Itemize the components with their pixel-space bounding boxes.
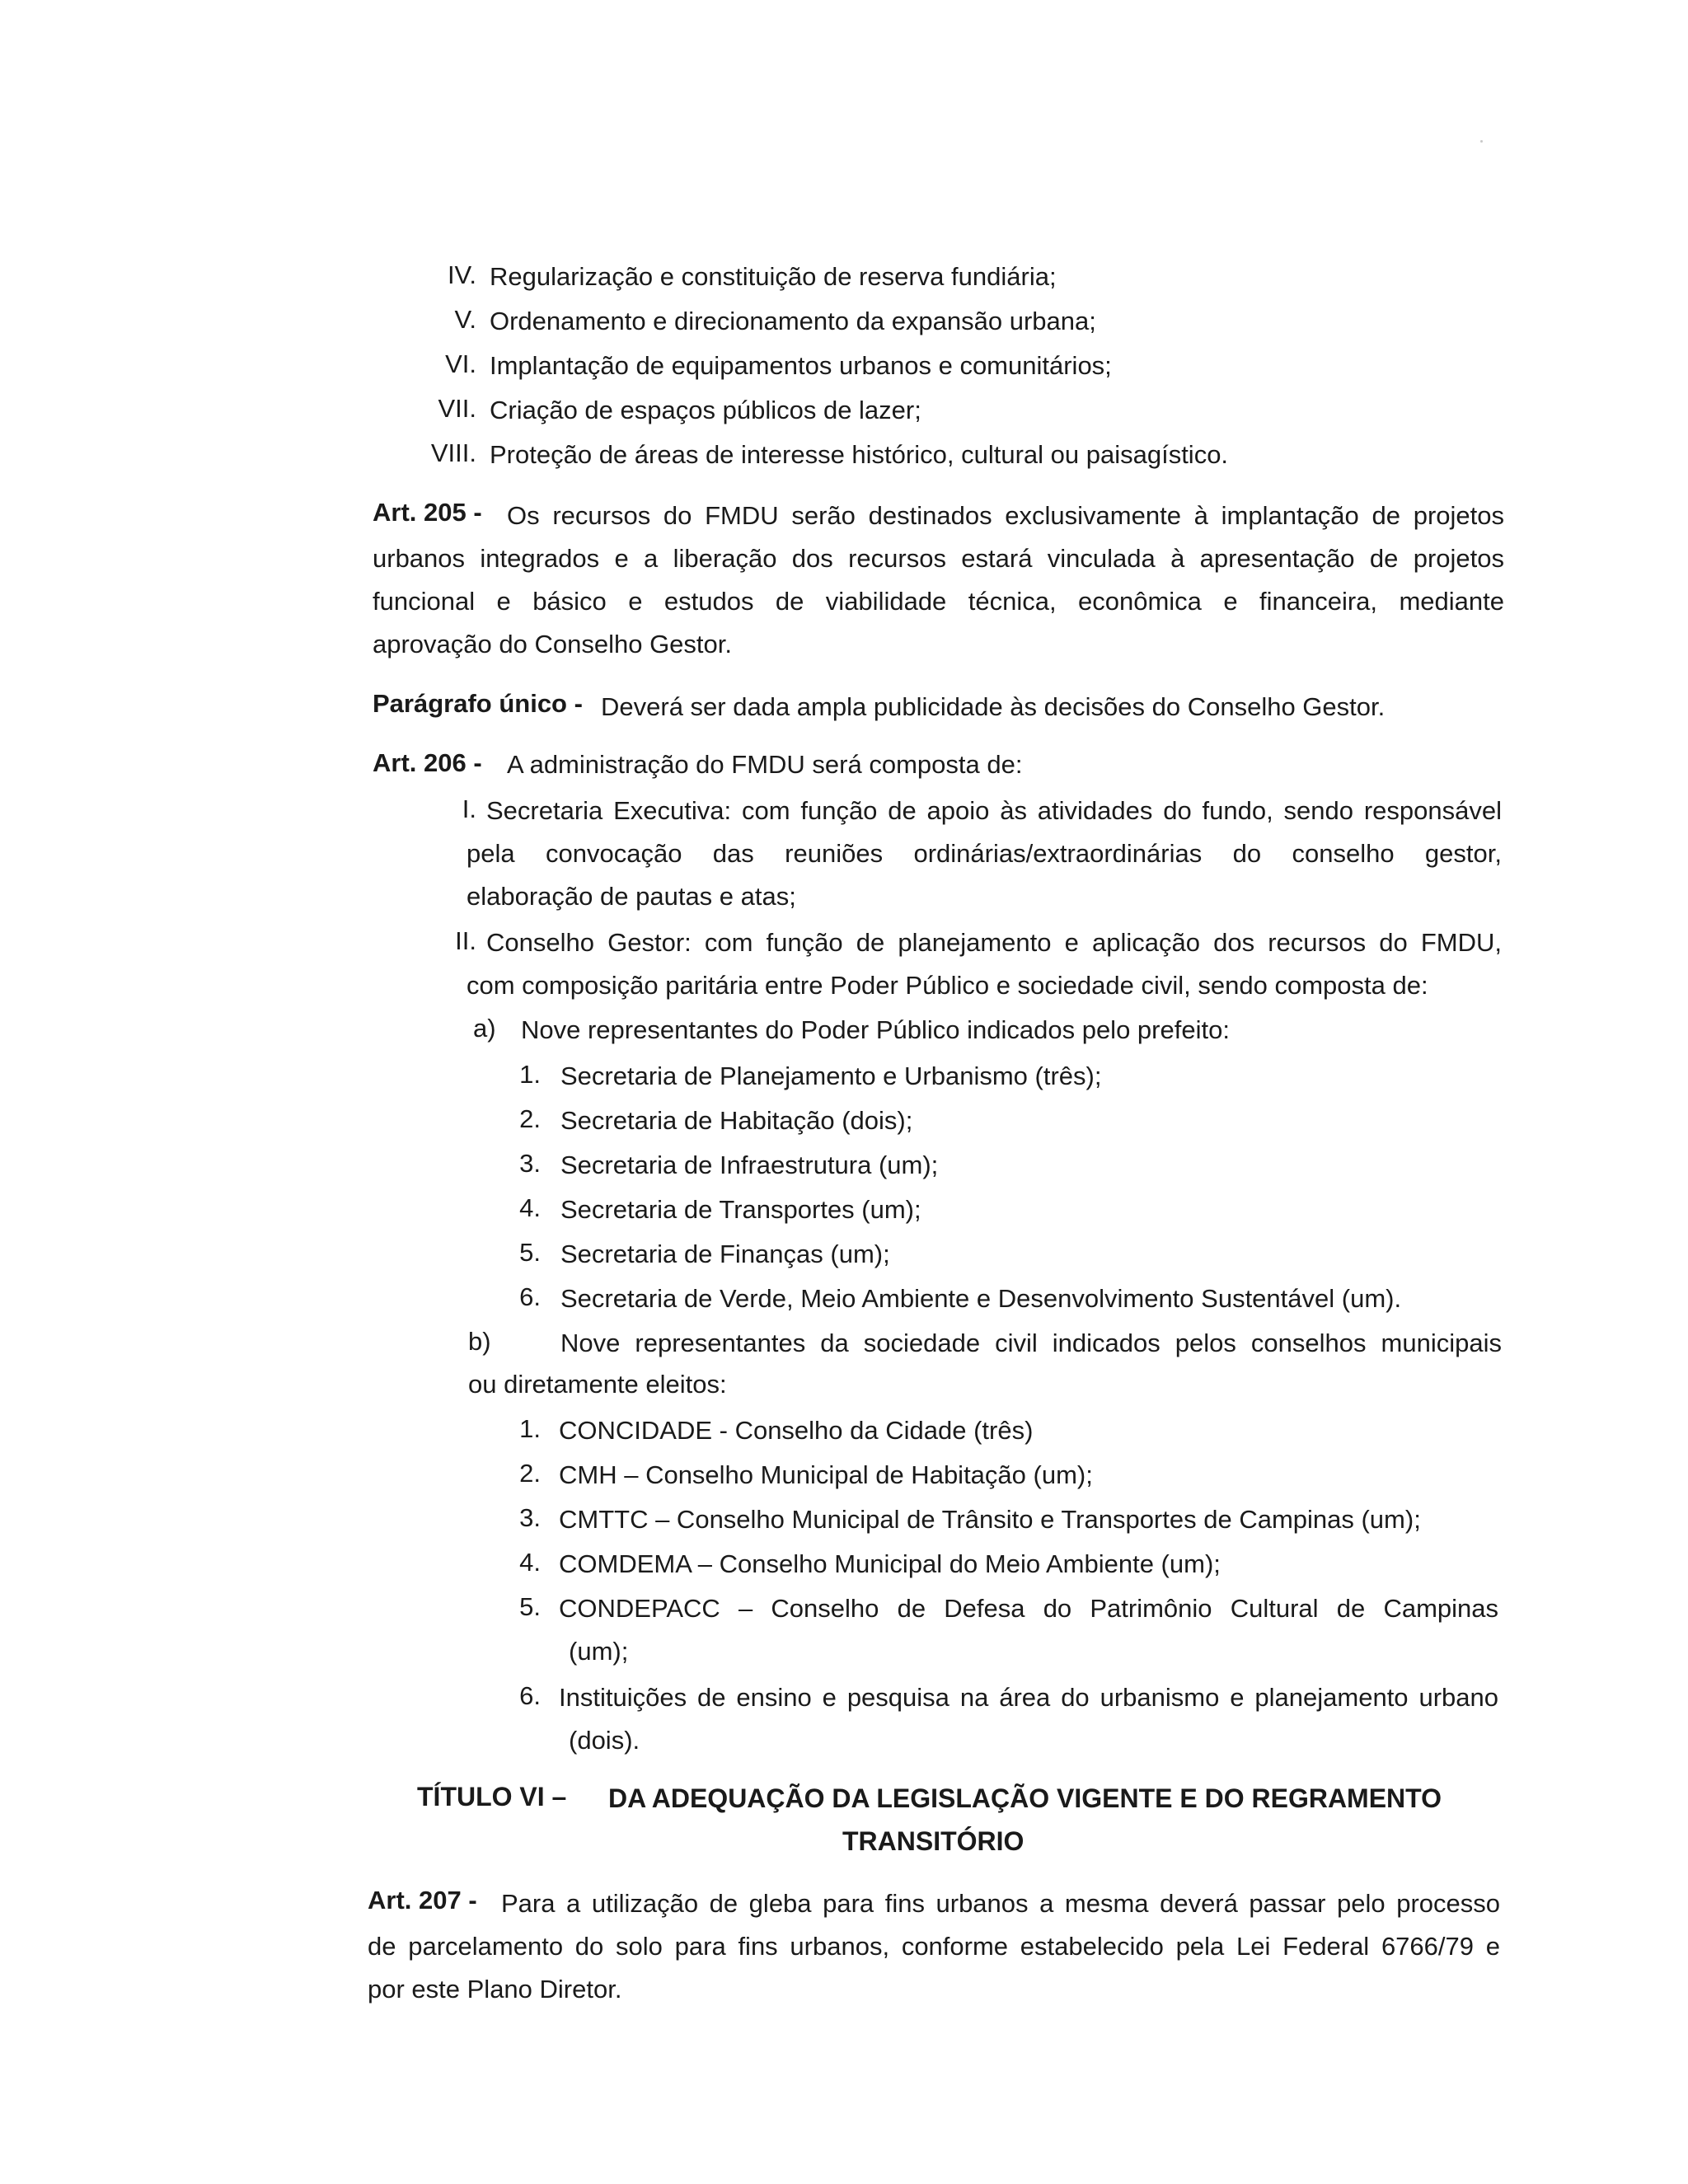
list-item-text: Criação de espaços públicos de lazer; (490, 396, 921, 424)
list-item-text: Instituições de ensino e pesquisa na área do urbanismo e planejamento urbano (559, 1683, 1498, 1712)
article-text-line: de parcelamento do solo para fins urbanos, conforme estabelecido pela Lei Federal 6766/79 e (368, 1932, 1500, 1961)
list-item-text: CONDEPACC – Conselho de Defesa do Patrimônio Cultural de Campinas (559, 1594, 1498, 1623)
list-item-text: CONCIDADE - Conselho da Cidade (três) (559, 1416, 1034, 1445)
article-text-line: Os recursos do FMDU serão destinados exclusivamente à implantação de projetos (507, 501, 1504, 530)
list-item-text: com composição paritária entre Poder Público e sociedade civil, sendo composta de: (467, 971, 1428, 1000)
list-item-text: elaboração de pautas e atas; (467, 882, 796, 911)
article-text-line: por este Plano Diretor. (368, 1975, 622, 2004)
list-item-text: CMH – Conselho Municipal de Habitação (um); (559, 1460, 1093, 1489)
article-text-line: funcional e básico e estudos de viabilidade técnica, econômica e financeira, mediante (373, 587, 1504, 616)
article-text-line: Para a utilização de gleba para fins urbanos a mesma deverá passar pelo processo (501, 1889, 1500, 1918)
list-item-text: Secretaria de Infraestrutura (um); (560, 1151, 939, 1179)
list-item-number: 2. (519, 1104, 541, 1133)
list-item-number: V. (454, 305, 476, 334)
list-item-text: Secretaria de Habitação (dois); (560, 1106, 913, 1135)
list-item-number: 3. (519, 1149, 541, 1178)
list-item-number: 3. (519, 1503, 541, 1532)
list-item-text: COMDEMA – Conselho Municipal do Meio Ambiente (um); (559, 1549, 1221, 1578)
sub-item-text: ou diretamente eleitos: (468, 1370, 727, 1399)
list-item-number: 2. (519, 1459, 541, 1488)
list-item-text: Secretaria de Finanças (um); (560, 1240, 890, 1268)
list-item-text: Secretaria de Planejamento e Urbanismo (três); (560, 1062, 1102, 1090)
list-item-number: VIII. (430, 438, 476, 467)
article-label: Art. 207 - (368, 1886, 477, 1915)
list-item-number: VI. (445, 349, 476, 378)
sub-item-text: Nove representantes do Poder Público indicados pelo prefeito: (521, 1015, 1230, 1044)
list-item-text: pela convocação das reuniões ordinárias/extraordinárias do conselho gestor, (467, 839, 1502, 868)
list-item-number: 6. (519, 1681, 541, 1710)
list-item-number: 6. (519, 1282, 541, 1311)
scan-speck (1480, 140, 1483, 143)
list-item-number: I. (462, 794, 476, 823)
list-item-text: Secretaria de Transportes (um); (560, 1195, 921, 1224)
paragraph-label: Parágrafo único - (373, 689, 583, 718)
title-line: DA ADEQUAÇÃO DA LEGISLAÇÃO VIGENTE E DO REGRAMENTO (608, 1783, 1442, 1813)
list-item-number: 4. (519, 1193, 541, 1222)
list-item-text: Secretaria Executiva: com função de apoio às atividades do fundo, sendo responsável (486, 796, 1502, 825)
paragraph-text: Deverá ser dada ampla publicidade às decisões do Conselho Gestor. (601, 692, 1386, 721)
list-item-number: II. (455, 926, 476, 955)
list-item-number: IV. (447, 260, 476, 289)
list-item-text: Secretaria de Verde, Meio Ambiente e Desenvolvimento Sustentável (um). (560, 1284, 1402, 1313)
list-item-text: Conselho Gestor: com função de planejamento e aplicação dos recursos do FMDU, (486, 928, 1502, 957)
article-text-line: A administração do FMDU será composta de: (507, 750, 1023, 779)
sub-item-label: a) (473, 1014, 496, 1043)
list-item-text: (dois). (569, 1726, 640, 1755)
list-item-text: CMTTC – Conselho Municipal de Trânsito e Transportes de Campinas (um); (559, 1505, 1421, 1534)
list-item-text: (um); (569, 1637, 629, 1666)
article-label: Art. 205 - (373, 498, 482, 527)
list-item-text: Ordenamento e direcionamento da expansão urbana; (490, 307, 1096, 335)
title-label: TÍTULO VI – (417, 1782, 567, 1811)
article-text-line: aprovação do Conselho Gestor. (373, 630, 732, 658)
sub-item-label: b) (468, 1327, 491, 1356)
list-item-number: 1. (519, 1414, 541, 1443)
title-line: TRANSITÓRIO (842, 1826, 1025, 1856)
list-item-number: 1. (519, 1060, 541, 1089)
list-item-text: Regularização e constituição de reserva fundiária; (490, 262, 1057, 291)
list-item-number: 5. (519, 1238, 541, 1267)
sub-item-text: Nove representantes da sociedade civil indicados pelos conselhos municipais (560, 1329, 1502, 1357)
list-item-number: 4. (519, 1548, 541, 1577)
list-item-text: Proteção de áreas de interesse histórico, cultural ou paisagístico. (490, 440, 1229, 469)
list-item-text: Implantação de equipamentos urbanos e comunitários; (490, 351, 1112, 380)
article-text-line: urbanos integrados e a liberação dos recursos estará vinculada à apresentação de projetos (373, 544, 1504, 573)
article-label: Art. 206 - (373, 748, 482, 777)
list-item-number: 5. (519, 1592, 541, 1621)
list-item-number: VII. (438, 394, 476, 423)
